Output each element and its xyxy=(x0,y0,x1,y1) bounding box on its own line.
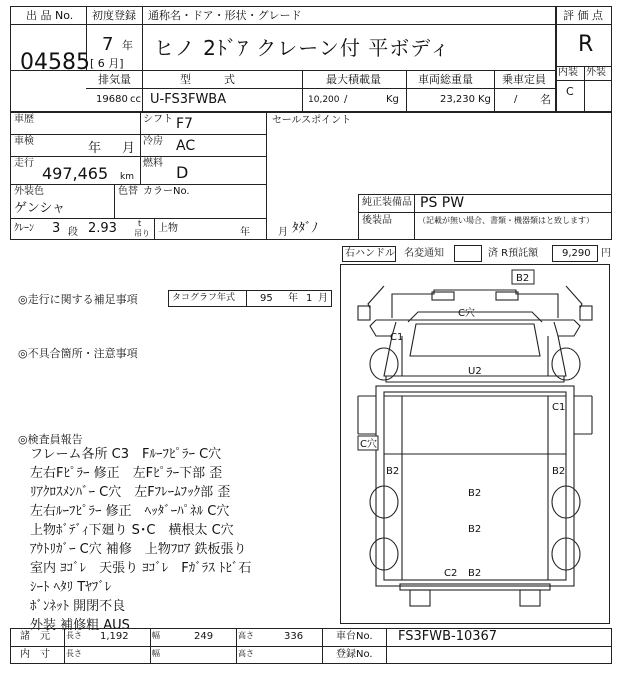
height-label: 高さ xyxy=(238,631,254,640)
max-load-value: 10,200 xyxy=(308,95,340,105)
name-change-label: 名変通知 xyxy=(404,248,444,259)
report-line: フレーム各所 C3 Fﾙｰﾌﾋﾟﾗｰ C穴 xyxy=(30,447,222,462)
specs-label: 諸 元 xyxy=(20,631,50,642)
crane-tons: 2.93 xyxy=(88,221,117,236)
length-label: 長さ xyxy=(66,631,82,640)
displacement-value: 19680 xyxy=(96,94,128,105)
inspector-report-heading: ◎検査員報告 xyxy=(18,433,83,446)
interior-score: C xyxy=(566,85,574,98)
lot-no-label: 出 品 No. xyxy=(26,9,74,22)
report-lines xyxy=(30,448,251,638)
reg-label: 登録No. xyxy=(336,649,373,660)
mileage-label: 走行 xyxy=(14,158,34,169)
crane-stage-unit: 段 xyxy=(68,227,78,238)
max-load-unit: Kg xyxy=(386,94,399,105)
exterior-label: 外装 xyxy=(586,67,606,78)
vehicle-type: U-FS3FWBA xyxy=(150,92,227,107)
report-line: ﾘｱｸﾛｽﾒﾝﾊﾞｰ C穴 左Fﾌﾚｰﾑﾌｯｸ部 歪 xyxy=(30,485,231,500)
crane-stage: 3 xyxy=(52,221,61,236)
sales-point-label: セールスポイント xyxy=(272,115,352,126)
ext-color-label: 外装色 xyxy=(14,186,44,197)
color-code-label: カラーNo. xyxy=(143,186,190,197)
recycle-unit: 円 xyxy=(601,248,611,259)
report-line: 左右Fﾋﾟﾗｰ 修正 左Fﾋﾟﾗｰ下部 歪 xyxy=(30,466,223,481)
inspection-month-unit: 月 xyxy=(122,141,136,156)
name-change-box xyxy=(454,245,482,262)
interior-label: 内装 xyxy=(558,67,578,78)
first-reg-label: 初度登録 xyxy=(92,9,136,22)
height-value: 336 xyxy=(284,631,304,642)
first-reg-year-unit: 年 xyxy=(122,39,133,52)
crane-tons-unit-t: t xyxy=(138,219,142,228)
tachograph-month: 1 xyxy=(306,293,313,304)
inspection-year-unit: 年 xyxy=(88,141,102,156)
aftermarket-label: 後装品 xyxy=(362,215,392,226)
defects-heading: ◎不具合箇所・注意事項 xyxy=(18,347,138,360)
eval-score: R xyxy=(578,32,594,57)
aftermarket-note: （記載が無い場合、書類・機器類はと致します） xyxy=(418,216,594,225)
tachograph-month-unit: 月 xyxy=(318,293,328,304)
equipment-value: PS PW xyxy=(420,195,465,211)
mark-b2-center2: B2 xyxy=(468,524,482,535)
report-line: 上物ﾎﾞﾃﾞｨ下廻り S･C 横根太 C穴 xyxy=(30,523,234,538)
capacity-unit: 名 xyxy=(540,93,551,106)
mark-b2-center: B2 xyxy=(468,488,482,499)
gvw-unit: Kg xyxy=(478,94,491,105)
first-reg-year: 7 xyxy=(102,34,114,55)
tachograph-label: タコグラフ年式 xyxy=(172,293,236,303)
right-handle-label: 右ハンドル xyxy=(345,248,395,259)
width-label: 幅 xyxy=(152,631,160,640)
displacement-label: 排気量 xyxy=(98,73,131,86)
max-load-label: 最大積載量 xyxy=(326,73,381,86)
mileage-unit: km xyxy=(120,172,134,182)
width-value: 249 xyxy=(194,631,214,642)
report-line: ｼｰﾄ ﾍﾀﾘ Tﾔﾌﾞﾚ xyxy=(30,580,112,595)
crane-label: ｸﾚｰﾝ xyxy=(14,223,34,234)
displacement-unit: cc xyxy=(130,94,141,105)
equipment-label: 純正装備品 xyxy=(362,197,412,208)
length-value: 1,192 xyxy=(100,631,129,642)
mark-c2: C2 xyxy=(444,568,458,579)
mark-c1-left: C1 xyxy=(390,332,404,343)
shift-value: F7 xyxy=(176,116,193,132)
inspection-label: 車検 xyxy=(14,136,34,147)
color-change-label: 色替 xyxy=(118,186,138,197)
report-line: 室内 ﾖｺﾞﾚ 天張り ﾖｺﾞﾚ Fｶﾞﾗｽ ﾄﾋﾞ石 xyxy=(30,561,252,576)
report-line: 左右ﾙｰﾌﾋﾟﾗｰ 修正 ﾍｯﾀﾞｰﾊﾟﾈﾙ C穴 xyxy=(30,504,230,519)
ac-label: 冷房 xyxy=(143,136,163,147)
mark-c-hole-side: C穴 xyxy=(360,439,377,450)
inside-width-label: 幅 xyxy=(152,649,160,658)
first-reg-month: [ 6 月] xyxy=(90,57,124,70)
eval-label: 評 価 点 xyxy=(563,9,603,22)
capacity-sep: / xyxy=(514,94,518,105)
mark-b2-rear: B2 xyxy=(468,568,482,579)
gvw-value: 23,230 xyxy=(440,94,475,105)
truck-diagram xyxy=(340,264,610,624)
type-label: 型 式 xyxy=(180,73,235,86)
crane-tons-unit: 吊り xyxy=(134,229,150,238)
fuel-label: 燃料 xyxy=(143,158,163,169)
report-line: ﾎﾞﾝﾈｯﾄ 開閉不良 xyxy=(30,599,126,614)
report-line: ｱｳﾄﾘｶﾞｰ C穴 補修 上物ﾌﾛｱ 鉄板張り xyxy=(30,542,247,557)
upper-body-label: 上物 xyxy=(158,223,178,234)
lot-number: 04585 xyxy=(20,50,90,75)
mark-c-hole-front: C穴 xyxy=(458,308,475,319)
mileage-value: 497,465 xyxy=(42,164,109,183)
recycle-amount: 9,290 xyxy=(562,248,591,259)
max-load-sep: / xyxy=(344,94,348,105)
tachograph-year-unit: 年 xyxy=(288,293,298,304)
mark-b2-left: B2 xyxy=(386,466,400,477)
gvw-label: 車両総重量 xyxy=(418,73,473,86)
inside-length-label: 長さ xyxy=(66,649,82,658)
driving-notes-heading: ◎走行に関する補足事項 xyxy=(18,293,138,306)
ac-value: AC xyxy=(176,138,196,154)
capacity-label: 乗車定員 xyxy=(502,73,546,86)
model-name-label: 通称名・ドア・形状・グレード xyxy=(148,9,302,22)
ext-color-value: ゲンシャ xyxy=(14,201,66,216)
mark-c1-right: C1 xyxy=(552,402,566,413)
report-line: 外装 補修粗 AUS xyxy=(30,618,130,633)
fuel-value: D xyxy=(176,163,189,182)
chassis-label: 車台No. xyxy=(336,631,373,642)
chassis-value: FS3FWB-10367 xyxy=(398,629,498,644)
model-name: ヒノ 2ﾄﾞｱ クレーン付 平ボディ xyxy=(154,36,451,60)
recycle-label: 済 R預託額 xyxy=(488,248,539,259)
upper-year-unit: 年 xyxy=(240,227,250,238)
mark-u2: U2 xyxy=(468,366,482,377)
shift-label: シフト xyxy=(143,114,173,125)
upper-month-unit: 月 xyxy=(278,227,288,238)
history-label: 車歴 xyxy=(14,114,34,125)
mark-b2-right: B2 xyxy=(552,466,566,477)
mark-b2-top: B2 xyxy=(516,273,530,284)
tachograph-year: 95 xyxy=(260,293,273,304)
inside-label: 内 寸 xyxy=(20,649,50,660)
inside-height-label: 高さ xyxy=(238,649,254,658)
upper-maker: ﾀﾀﾞﾉ xyxy=(292,221,318,236)
